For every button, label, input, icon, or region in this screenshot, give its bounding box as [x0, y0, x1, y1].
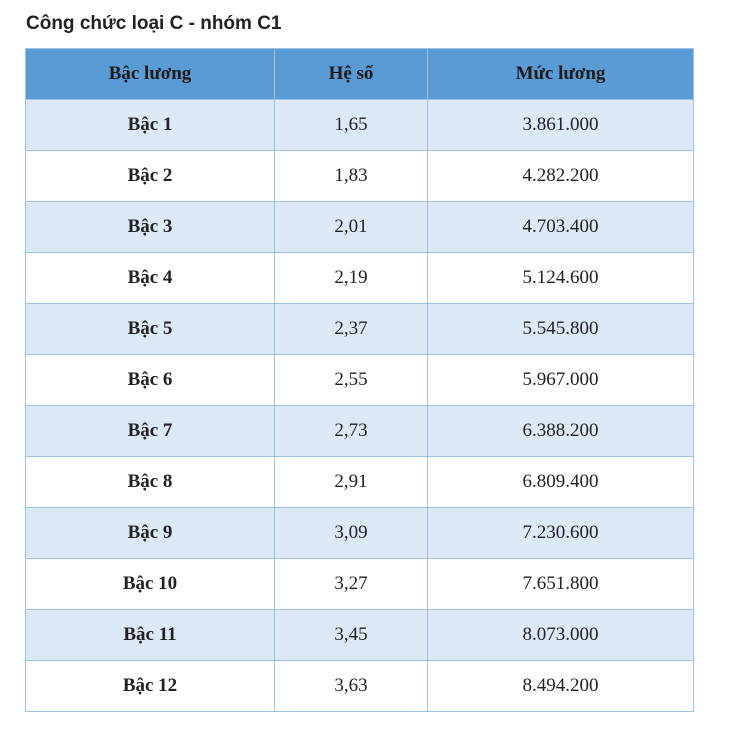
cell-salary-level: Bậc 2	[26, 151, 275, 202]
cell-salary-level: Bậc 11	[26, 610, 275, 661]
cell-salary-amount: 6.388.200	[428, 406, 694, 457]
cell-coefficient: 2,73	[275, 406, 428, 457]
cell-coefficient: 2,01	[275, 202, 428, 253]
cell-coefficient: 2,55	[275, 355, 428, 406]
cell-salary-level: Bậc 12	[26, 661, 275, 712]
header-coefficient: Hệ số	[275, 49, 428, 100]
cell-salary-amount: 8.494.200	[428, 661, 694, 712]
cell-coefficient: 2,37	[275, 304, 428, 355]
cell-salary-level: Bậc 1	[26, 100, 275, 151]
cell-coefficient: 2,19	[275, 253, 428, 304]
cell-salary-amount: 5.545.800	[428, 304, 694, 355]
cell-salary-amount: 4.703.400	[428, 202, 694, 253]
table-row	[26, 457, 694, 508]
cell-coefficient: 3,09	[275, 508, 428, 559]
cell-salary-amount: 8.073.000	[428, 610, 694, 661]
cell-salary-level: Bậc 4	[26, 253, 275, 304]
table-row	[26, 355, 694, 406]
table-row	[26, 304, 694, 355]
table-row	[26, 253, 694, 304]
cell-salary-amount: 3.861.000	[428, 100, 694, 151]
salary-table	[25, 48, 694, 712]
cell-coefficient: 1,65	[275, 100, 428, 151]
table-row	[26, 100, 694, 151]
cell-salary-level: Bậc 9	[26, 508, 275, 559]
cell-salary-level: Bậc 3	[26, 202, 275, 253]
cell-coefficient: 3,63	[275, 661, 428, 712]
cell-coefficient: 3,27	[275, 559, 428, 610]
cell-salary-level: Bậc 6	[26, 355, 275, 406]
cell-salary-level: Bậc 5	[26, 304, 275, 355]
header-salary-amount: Mức lương	[428, 49, 694, 100]
cell-salary-amount: 7.651.800	[428, 559, 694, 610]
cell-coefficient: 1,83	[275, 151, 428, 202]
cell-coefficient: 2,91	[275, 457, 428, 508]
table-row	[26, 406, 694, 457]
cell-salary-level: Bậc 10	[26, 559, 275, 610]
table-row	[26, 508, 694, 559]
table-row	[26, 151, 694, 202]
table-header-row	[26, 49, 694, 100]
table-row	[26, 202, 694, 253]
cell-salary-amount: 5.967.000	[428, 355, 694, 406]
cell-salary-amount: 6.809.400	[428, 457, 694, 508]
table-row	[26, 610, 694, 661]
table-row	[26, 661, 694, 712]
header-salary-level: Bậc lương	[26, 49, 275, 100]
cell-coefficient: 3,45	[275, 610, 428, 661]
cell-salary-amount: 4.282.200	[428, 151, 694, 202]
cell-salary-amount: 5.124.600	[428, 253, 694, 304]
cell-salary-amount: 7.230.600	[428, 508, 694, 559]
cell-salary-level: Bậc 8	[26, 457, 275, 508]
page-title: Công chức loại C - nhóm C1	[26, 13, 282, 34]
cell-salary-level: Bậc 7	[26, 406, 275, 457]
table-row	[26, 559, 694, 610]
